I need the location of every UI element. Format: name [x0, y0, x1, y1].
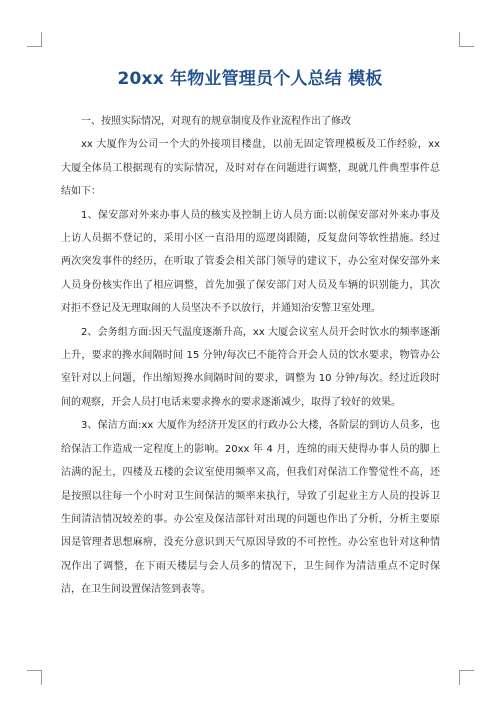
- intro-paragraph: xx 大厦作为公司一个大的外接项目楼盘，以前无固定管理模板及工作经验，xx 大厦全体员工根据现有的实际情况，及时对存在问题进行调整，现就几件典型事件总结如下：: [61, 139, 440, 198]
- section-heading: 一、按照实际情况，对现有的规章制度及作业流程作出了修改: [81, 116, 351, 127]
- document-body: [61, 110, 440, 602]
- crop-mark-top-left: [27, 32, 42, 47]
- crop-mark-top-right: [459, 32, 474, 47]
- document-title: 20xx 年物业管理员个人总结 模板: [117, 69, 383, 89]
- meeting-service-paragraph: 2、会务组方面:因天气温度逐渐升高，xx 大厦会议室人员开会时饮水的频率逐渐上升，要求的搀水间隔时间 15 分钟/每次已不能符合开会人员的饮水要求，物管办公室针对以上问题，作出缩短搀水间隔时间的要求，调整为 10 分钟/每次。经过近段时间的观察，开会人员打电话来要求搀水的要求逐渐减少，取得了较好的效果。: [61, 326, 440, 408]
- cleaning-paragraph: 3、保洁方面:xx 大厦作为经济开发区的行政办公大楼，各阶层的到访人员多，也给保洁工作造成一定程度上的影响。20xx 年 4 月，连绵的雨天使得办事人员的脚上沾满的泥土，四楼及五楼的会议室使用频率又高，但我们对保洁工作警觉性不高，还是按照以往每一个小时对卫生间保洁的频率来执行，导致了引起业主方人员的投诉卫生间清洁情况较差的事。办公室及保洁部针对出现的问题也作出了分析，分析主要原因是管理者思想麻痹，没充分意识到天气原因导致的不可控性。办公室也针对这种情况作出了调整，在下雨天楼层与会人员多的情况下，卫生间作为清洁重点不定时保洁，在卫生间设置保洁签到表等。: [61, 420, 440, 596]
- crop-mark-bottom-right: [459, 670, 474, 685]
- crop-mark-bottom-left: [27, 670, 42, 685]
- security-paragraph: 1、保安部对外来办事人员的核实及控制上访人员方面:以前保安部对外来办事及上访人员据不登记的，采用小区一直沿用的巡逻岗跟随，反复盘问等软性措施。经过两次突发事件的经历，在听取了管委会相关部门领导的建议下，办公室对保安部外来人员身份核实作出了相应调整，首先加强了保安部门对人员及车辆的识别能力，其次对拒不登记及无理取闹的人员坚决不予以放行，并通知治安警卫室处理。: [61, 209, 440, 315]
